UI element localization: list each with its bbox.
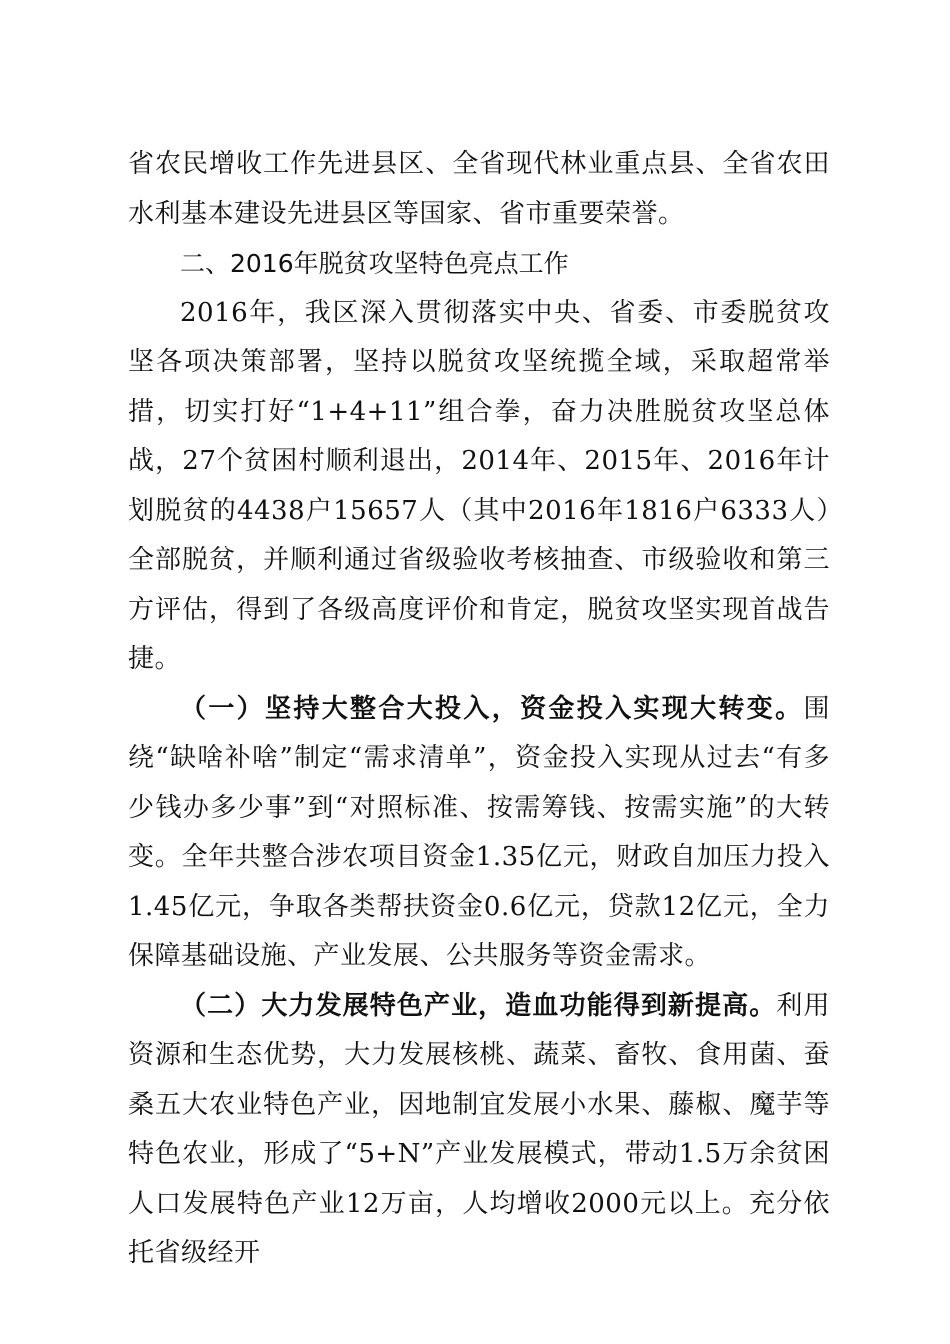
paragraph-honors: 省农民增收工作先进县区、全省现代林业重点县、全省农田水利基本建设先进县区等国家、省市重要荣誉。 bbox=[128, 149, 830, 229]
subheading-industry: （二）大力发展特色产业，造血功能得到新提高。 bbox=[180, 990, 777, 1021]
paragraph-2016-summary: 2016年，我区深入贯彻落实中央、省委、市委脱贫攻坚各项决策部署，坚持以脱贫攻坚统揽全域，采取超常举措，切实打好“1+4+11”组合拳，奋力决胜脱贫攻坚总体战，27个贫困村顺利退出，2014年、2015年、2016年计划脱贫的4438户15657人（其中2016年1816户6333人）全部脱贫，并顺利通过省级验收考核抽查、市级验收和第三方评估，得到了各级高度评价和肯定，脱贫攻坚实现首战告捷。 bbox=[128, 297, 830, 674]
section-heading-2: 二、2016年脱贫攻坚特色亮点工作 bbox=[180, 249, 569, 278]
document-page bbox=[128, 140, 830, 1279]
subheading-funding: （一）坚持大整合大投入，资金投入实现大转变。 bbox=[180, 693, 804, 724]
paragraph-funding bbox=[128, 685, 830, 982]
paragraph-industry bbox=[128, 982, 830, 1279]
industry-body: 利用资源和生态优势，大力发展核桃、蔬菜、畜牧、食用菌、蚕桑五大农业特色产业，因地制宜发展小水果、藤椒、魔芋等特色农业，形成了“5+N”产业发展模式，带动1.5万余贫困人口发展特色产业12万亩，人均增收2000元以上。充分依托省级经开 bbox=[128, 990, 830, 1268]
funding-body: 围绕“缺啥补啥”制定“需求清单”，资金投入实现从过去“有多少钱办多少事”到“对照标准、按需筹钱、按需实施”的大转变。全年共整合涉农项目资金1.35亿元，财政自加压力投入1.45亿元，争取各类帮扶资金0.6亿元，贷款12亿元，全力保障基础设施、产业发展、公共服务等资金需求。 bbox=[128, 693, 830, 971]
